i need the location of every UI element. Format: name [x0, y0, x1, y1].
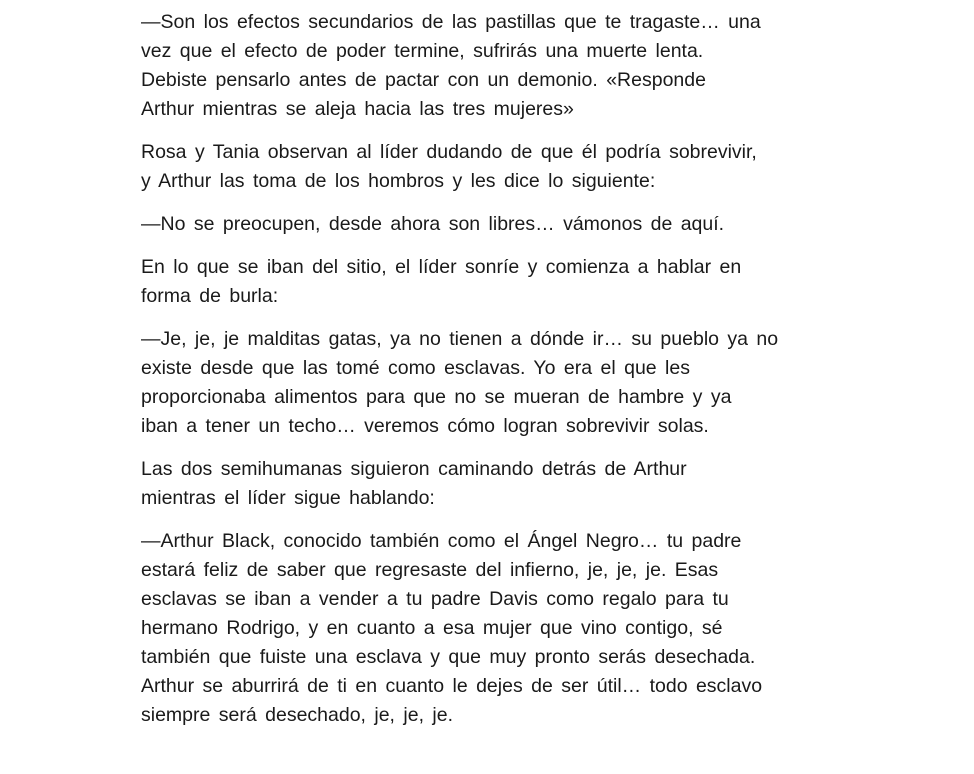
text-line: Las dos semihumanas siguieron caminando detrás de Arthur [141, 458, 687, 480]
text-line: proporcionaba alimentos para que no se mueran de hambre y ya [141, 386, 732, 408]
text-line: —Arthur Black, conocido también como el Ángel Negro… tu padre [141, 530, 742, 552]
text-line: mientras el líder sigue hablando: [141, 487, 435, 509]
text-line: Arthur se aburrirá de ti en cuanto le dejes de ser útil… todo esclavo [141, 675, 763, 697]
paragraph-semihumans-walk [141, 455, 914, 513]
text-line: existe desde que las tomé como esclavas. Yo era el que les [141, 357, 690, 379]
paragraph-dialogue-leader-mock [141, 325, 914, 441]
text-line: —Je, je, je malditas gatas, ya no tienen a dónde ir… su pueblo ya no [141, 328, 779, 350]
text-line: forma de burla: [141, 285, 279, 307]
text-line: —Son los efectos secundarios de las pastillas que te tragaste… una [141, 11, 761, 33]
text-line: Arthur mientras se aleja hacia las tres mujeres» [141, 98, 574, 120]
text-line: hermano Rodrigo, y en cuanto a esa mujer que vino contigo, sé [141, 617, 723, 639]
text-line: Debiste pensarlo antes de pactar con un demonio. «Responde [141, 69, 706, 91]
text-line: y Arthur las toma de los hombros y les dice lo siguiente: [141, 170, 656, 192]
text-line: también que fuiste una esclava y que muy pronto serás desechada. [141, 646, 756, 668]
text-line: En lo que se iban del sitio, el líder sonríe y comienza a hablar en [141, 256, 742, 278]
paragraph-dialogue-side-effects [141, 8, 914, 124]
text-line: iban a tener un techo… veremos cómo logran sobrevivir solas. [141, 415, 709, 437]
text-line: —No se preocupen, desde ahora son libres… vámonos de aquí. [141, 213, 725, 235]
paragraph-leader-smiles [141, 253, 914, 311]
text-line: siempre será desechado, je, je, je. [141, 704, 453, 726]
text-line: Rosa y Tania observan al líder dudando de que él podría sobrevivir, [141, 141, 757, 163]
paragraph-dialogue-arthur-black [141, 527, 914, 730]
text-line: estará feliz de saber que regresaste del infierno, je, je, je. Esas [141, 559, 719, 581]
text-line: esclavas se iban a vender a tu padre Davis como regalo para tu [141, 588, 729, 610]
text-line: vez que el efecto de poder termine, sufrirás una muerte lenta. [141, 40, 704, 62]
paragraph-rosa-tania [141, 138, 914, 196]
paragraph-dialogue-free [141, 210, 914, 239]
